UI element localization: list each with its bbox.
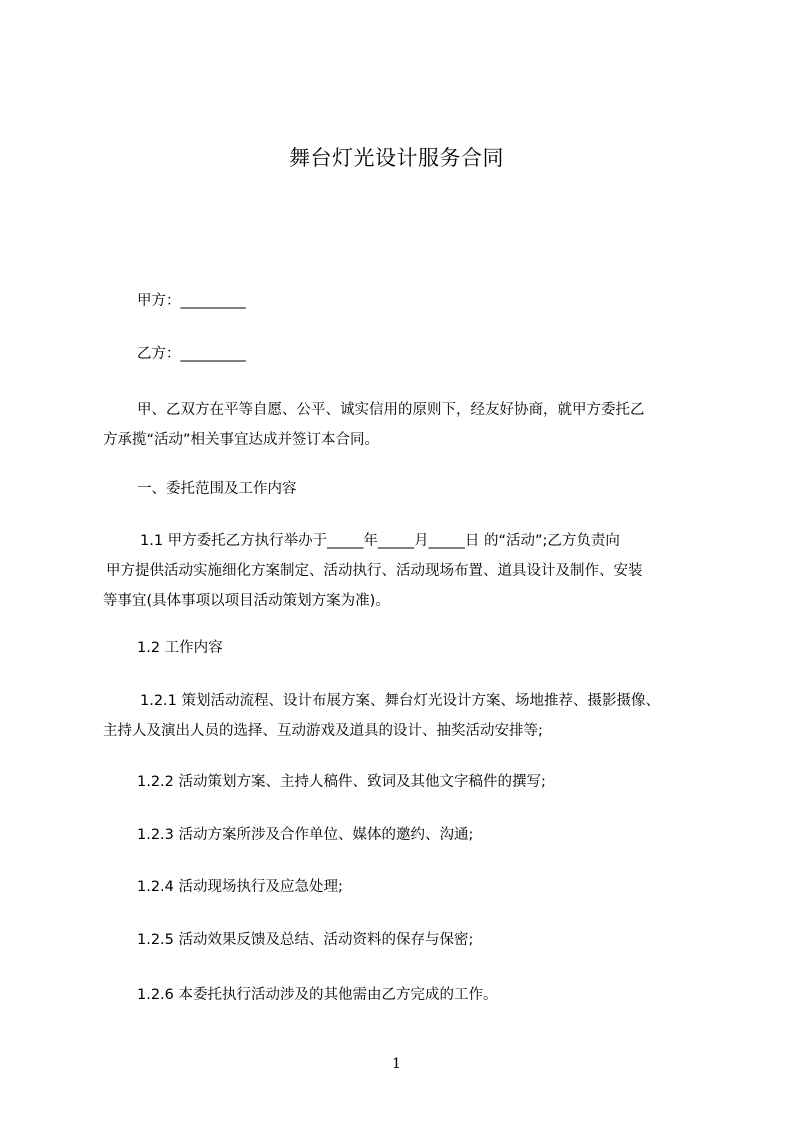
clause-1-1-line-1: 1.1 甲方委托乙方执行举办于_____年_____月_____日 的“活动”;乙方负责向 — [140, 533, 620, 549]
party-b-line: 乙方：_________ — [137, 346, 246, 362]
party-a-line: 甲方：_________ — [137, 293, 246, 309]
clause-1-2-6: 1.2.6 本委托执行活动涉及的其他需由乙方完成的工作。 — [137, 987, 498, 1003]
clause-1-2-1-line-1: 1.2.1 策划活动流程、设计布展方案、舞台灯光设计方案、场地推荐、摄影摄像、 — [140, 693, 661, 709]
clause-1-2-4: 1.2.4 活动现场执行及应急处理; — [137, 879, 343, 895]
intro-line-2: 方承揽“活动”相关事宜达成并签订本合同。 — [103, 432, 380, 448]
clause-1-2-1 — [103, 686, 703, 746]
document-title: 舞台灯光设计服务合同 — [289, 146, 504, 170]
intro-line-1: 甲、乙双方在平等自愿、公平、诚实信用的原则下，经友好协商，就甲方委托乙 — [137, 402, 645, 418]
clause-1-2-3: 1.2.3 活动方案所涉及合作单位、媒体的邀约、沟通; — [137, 827, 474, 843]
clause-1-2-1-line-2: 主持人及演出人员的选择、互动游戏及道具的设计、抽奖活动安排等; — [103, 723, 543, 739]
clause-1-1-line-3: 等事宜(具体事项以项目活动策划方案为准)。 — [103, 593, 390, 609]
section-1-heading: 一、委托范围及工作内容 — [137, 481, 297, 497]
clause-1-1 — [103, 526, 703, 616]
intro-paragraph — [103, 395, 703, 455]
clause-1-2-5: 1.2.5 活动效果反馈及总结、活动资料的保存与保密; — [137, 932, 474, 948]
clause-1-2-heading: 1.2 工作内容 — [137, 640, 223, 656]
clause-1-1-line-2: 甲方提供活动实施细化方案制定、活动执行、活动现场布置、道具设计及制作、安装 — [106, 563, 643, 579]
page-number: 1 — [392, 1056, 401, 1072]
clause-1-2-2: 1.2.2 活动策划方案、主持人稿件、致词及其他文字稿件的撰写; — [137, 774, 546, 790]
